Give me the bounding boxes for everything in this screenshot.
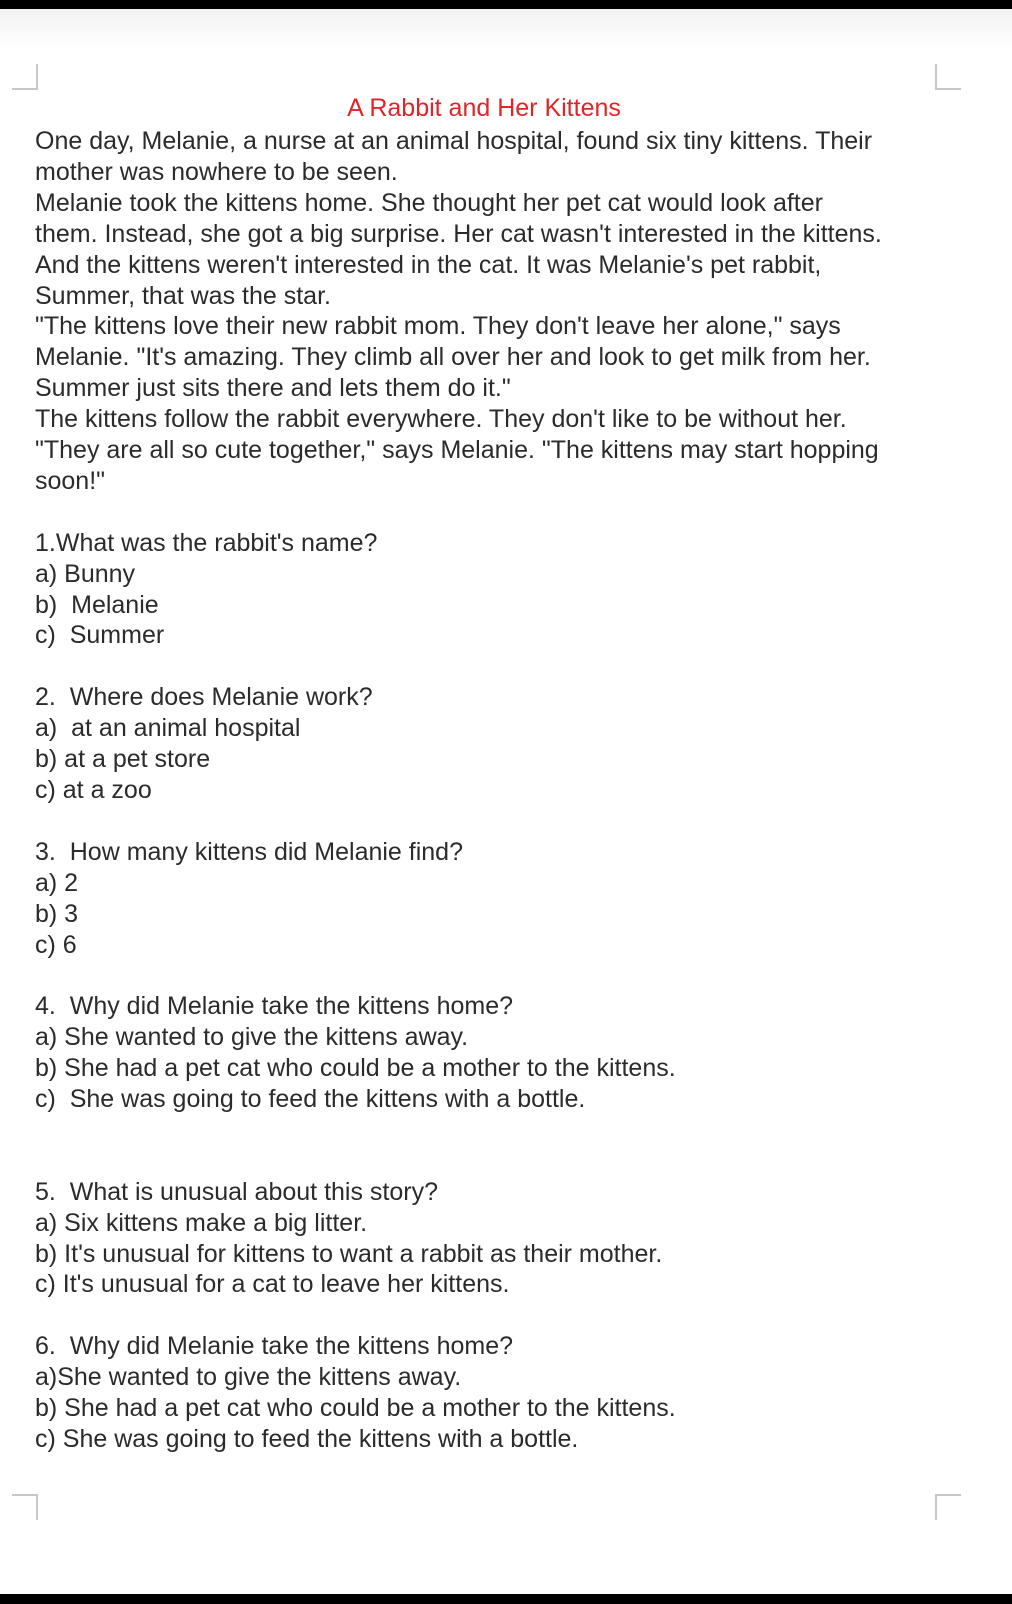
story-paragraph: Melanie took the kittens home. She thought her pet cat would look after them. Instead, she got a big surprise. Her cat wasn't interested in the kittens. And the kittens weren't interested in the cat. It was Melanie's pet rabbit, Summer, that was the star. [35, 188, 882, 310]
top-shadow [0, 9, 1012, 49]
document-body [35, 126, 980, 1455]
answer-option: b) It's unusual for kittens to want a rabbit as their mother. [35, 1239, 663, 1268]
question-text: 1.What was the rabbit's name? [35, 528, 378, 557]
answer-option: a)She wanted to give the kittens away. [35, 1363, 462, 1392]
question-text: 2. Where does Melanie work? [35, 683, 373, 712]
answer-option: c) She was going to feed the kittens with a bottle. [35, 1424, 579, 1453]
answer-option: b) at a pet store [35, 745, 211, 774]
answer-option: b) She had a pet cat who could be a mother to the kittens. [35, 1394, 676, 1423]
crop-corner-bottom-left-icon [12, 1494, 38, 1520]
crop-corner-top-left-icon [12, 64, 38, 90]
question-text: 6. Why did Melanie take the kittens home? [35, 1332, 514, 1361]
answer-option: c) It's unusual for a cat to leave her kittens. [35, 1270, 510, 1299]
question-4 [35, 991, 980, 1115]
answer-option: a) She wanted to give the kittens away. [35, 1023, 469, 1052]
answer-option: a) 2 [35, 868, 79, 897]
crop-corner-bottom-right-icon [935, 1494, 961, 1520]
answer-option: a) Six kittens make a big litter. [35, 1208, 368, 1237]
answer-option: c) She was going to feed the kittens with a bottle. [35, 1085, 586, 1114]
answer-option: b) Melanie [35, 590, 159, 619]
answer-option: c) at a zoo [35, 776, 152, 804]
story [35, 126, 980, 497]
answer-option: b) 3 [35, 899, 79, 928]
question-6 [35, 1331, 980, 1455]
answer-option: a) at an animal hospital [35, 714, 301, 743]
question-1 [35, 528, 980, 652]
answer-option: c) Summer [35, 621, 165, 650]
top-frame-bar [0, 0, 1012, 9]
bottom-frame-bar [0, 1594, 1012, 1604]
crop-corner-top-right-icon [935, 64, 961, 90]
story-paragraph: The kittens follow the rabbit everywhere. They don't like to be without her. "They are all so cute together," says Melanie. "The kittens may start hopping soon!" [35, 405, 879, 495]
story-paragraph: "The kittens love their new rabbit mom. They don't leave her alone," says Melanie. "It's amazing. They climb all over her and look to get milk from her. Summer just sits there and lets them do it." [35, 312, 871, 403]
document-title: A Rabbit and Her Kittens [347, 94, 621, 122]
question-2 [35, 682, 980, 806]
question-text: 5. What is unusual about this story? [35, 1177, 438, 1206]
answer-option: b) She had a pet cat who could be a mother to the kittens. [35, 1054, 676, 1083]
question-3 [35, 837, 980, 961]
story-paragraph: One day, Melanie, a nurse at an animal hospital, found six tiny kittens. Their mother was nowhere to be seen. [35, 127, 873, 186]
question-text: 3. How many kittens did Melanie find? [35, 837, 463, 866]
answer-option: a) Bunny [35, 559, 136, 588]
question-5 [35, 1177, 980, 1301]
answer-option: c) 6 [35, 930, 77, 959]
question-text: 4. Why did Melanie take the kittens home? [35, 992, 514, 1021]
